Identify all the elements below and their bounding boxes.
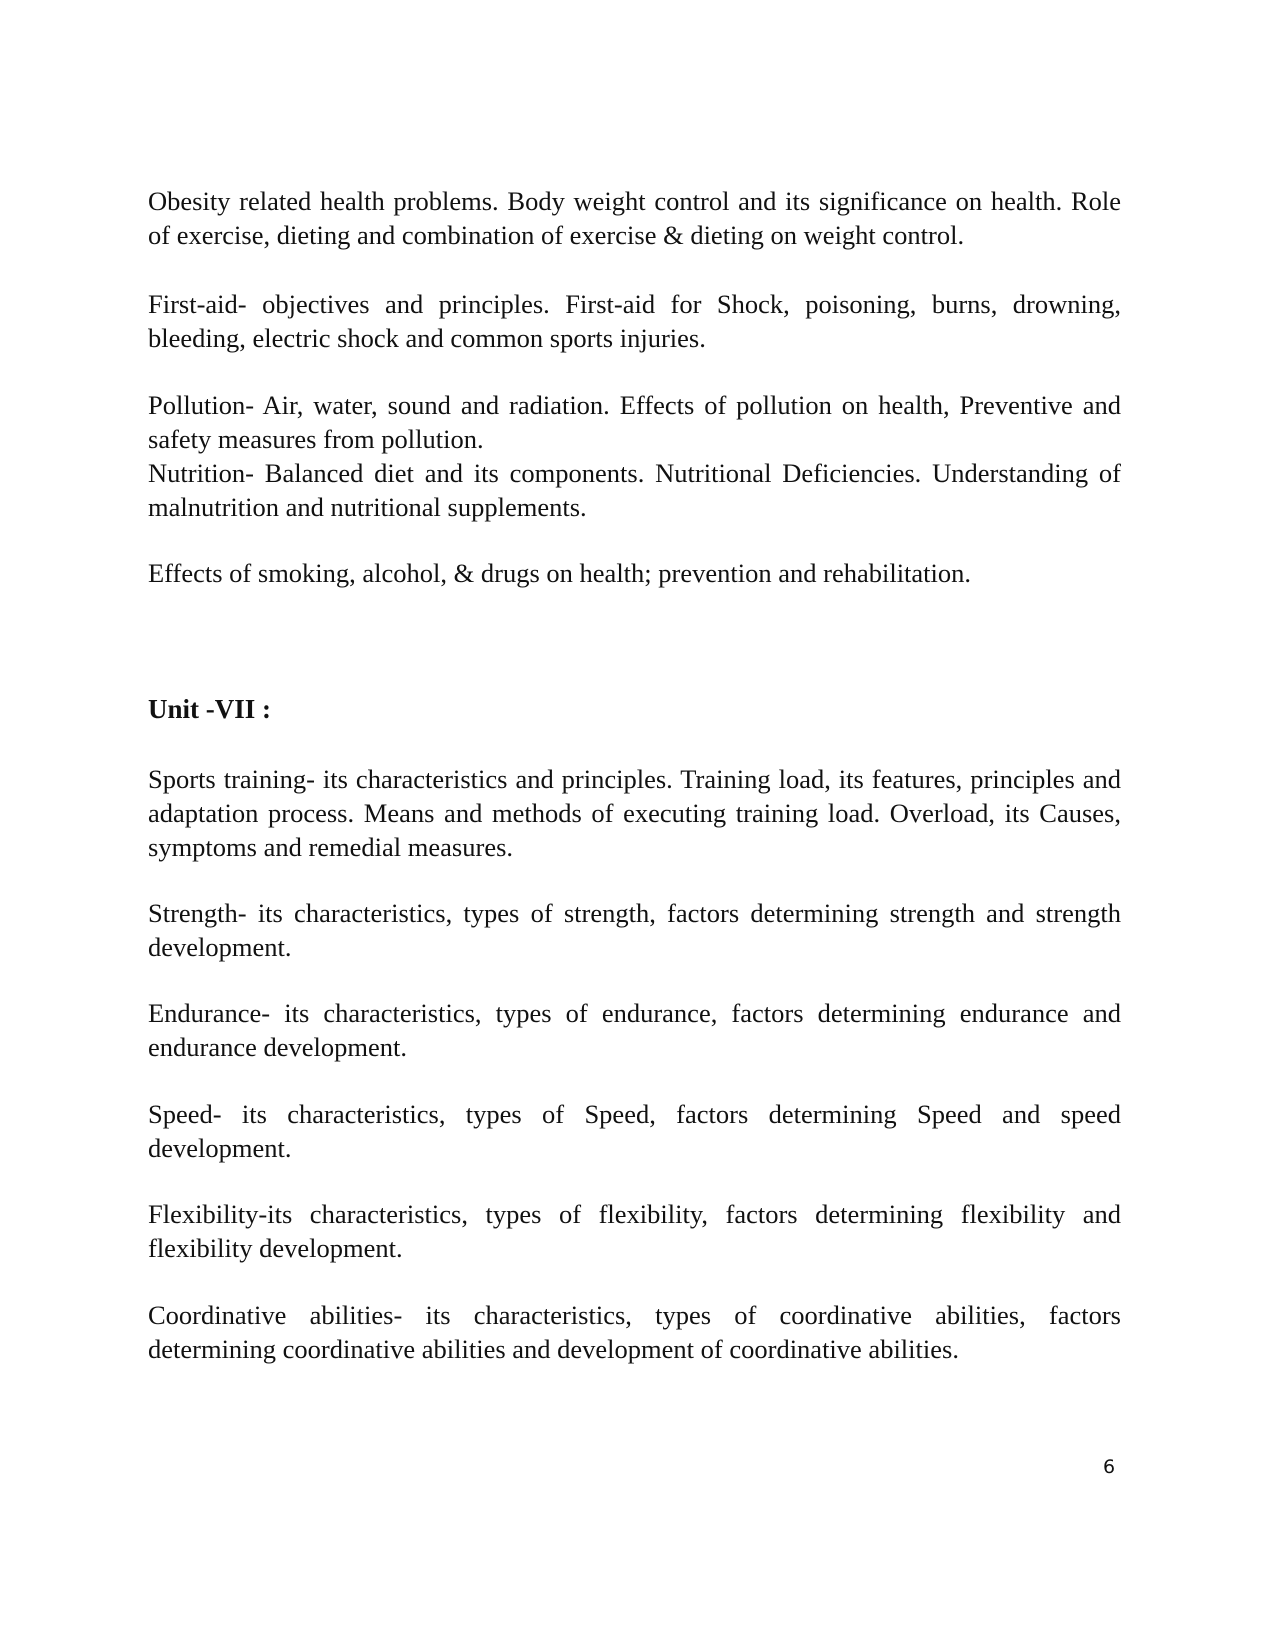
paragraph-obesity: Obesity related health problems. Body weight control and its significance on health. Role of exercise, dieting and combination of exercise & dieting on weight control. [148, 186, 1121, 250]
paragraph-endurance: Endurance- its characteristics, types of endurance, factors determining endurance and endurance development. [148, 998, 1121, 1062]
unit-heading: Unit -VII : [148, 694, 272, 724]
paragraph-coordinative-abilities: Coordinative abilities- its characteristics, types of coordinative abilities, factors determining coordinative abilities and development of coordinative abilities. [148, 1300, 1121, 1364]
paragraph-pollution: Pollution- Air, water, sound and radiation. Effects of pollution on health, Preventive and safety measures from pollution. [148, 390, 1121, 454]
paragraph-first-aid: First-aid- objectives and principles. First-aid for Shock, poisoning, burns, drowning, bleeding, electric shock and common sports injuries. [148, 289, 1121, 353]
paragraph-speed: Speed- its characteristics, types of Speed, factors determining Speed and speed development. [148, 1099, 1121, 1163]
paragraph-flexibility: Flexibility-its characteristics, types of flexibility, factors determining flexibility and flexibility development. [148, 1199, 1121, 1263]
page-number: 6 [1103, 1456, 1116, 1478]
paragraph-nutrition: Nutrition- Balanced diet and its components. Nutritional Deficiencies. Understanding of malnutrition and nutritional supplements. [148, 458, 1121, 522]
paragraph-sports-training: Sports training- its characteristics and principles. Training load, its features, principles and adaptation process. Means and methods of executing training load. Overload, its Causes, symptoms and remedial measures. [148, 764, 1121, 862]
paragraph-strength: Strength- its characteristics, types of strength, factors determining strength and strength development. [148, 898, 1121, 962]
paragraph-effects-smoking: Effects of smoking, alcohol, & drugs on health; prevention and rehabilitation. [148, 558, 972, 588]
